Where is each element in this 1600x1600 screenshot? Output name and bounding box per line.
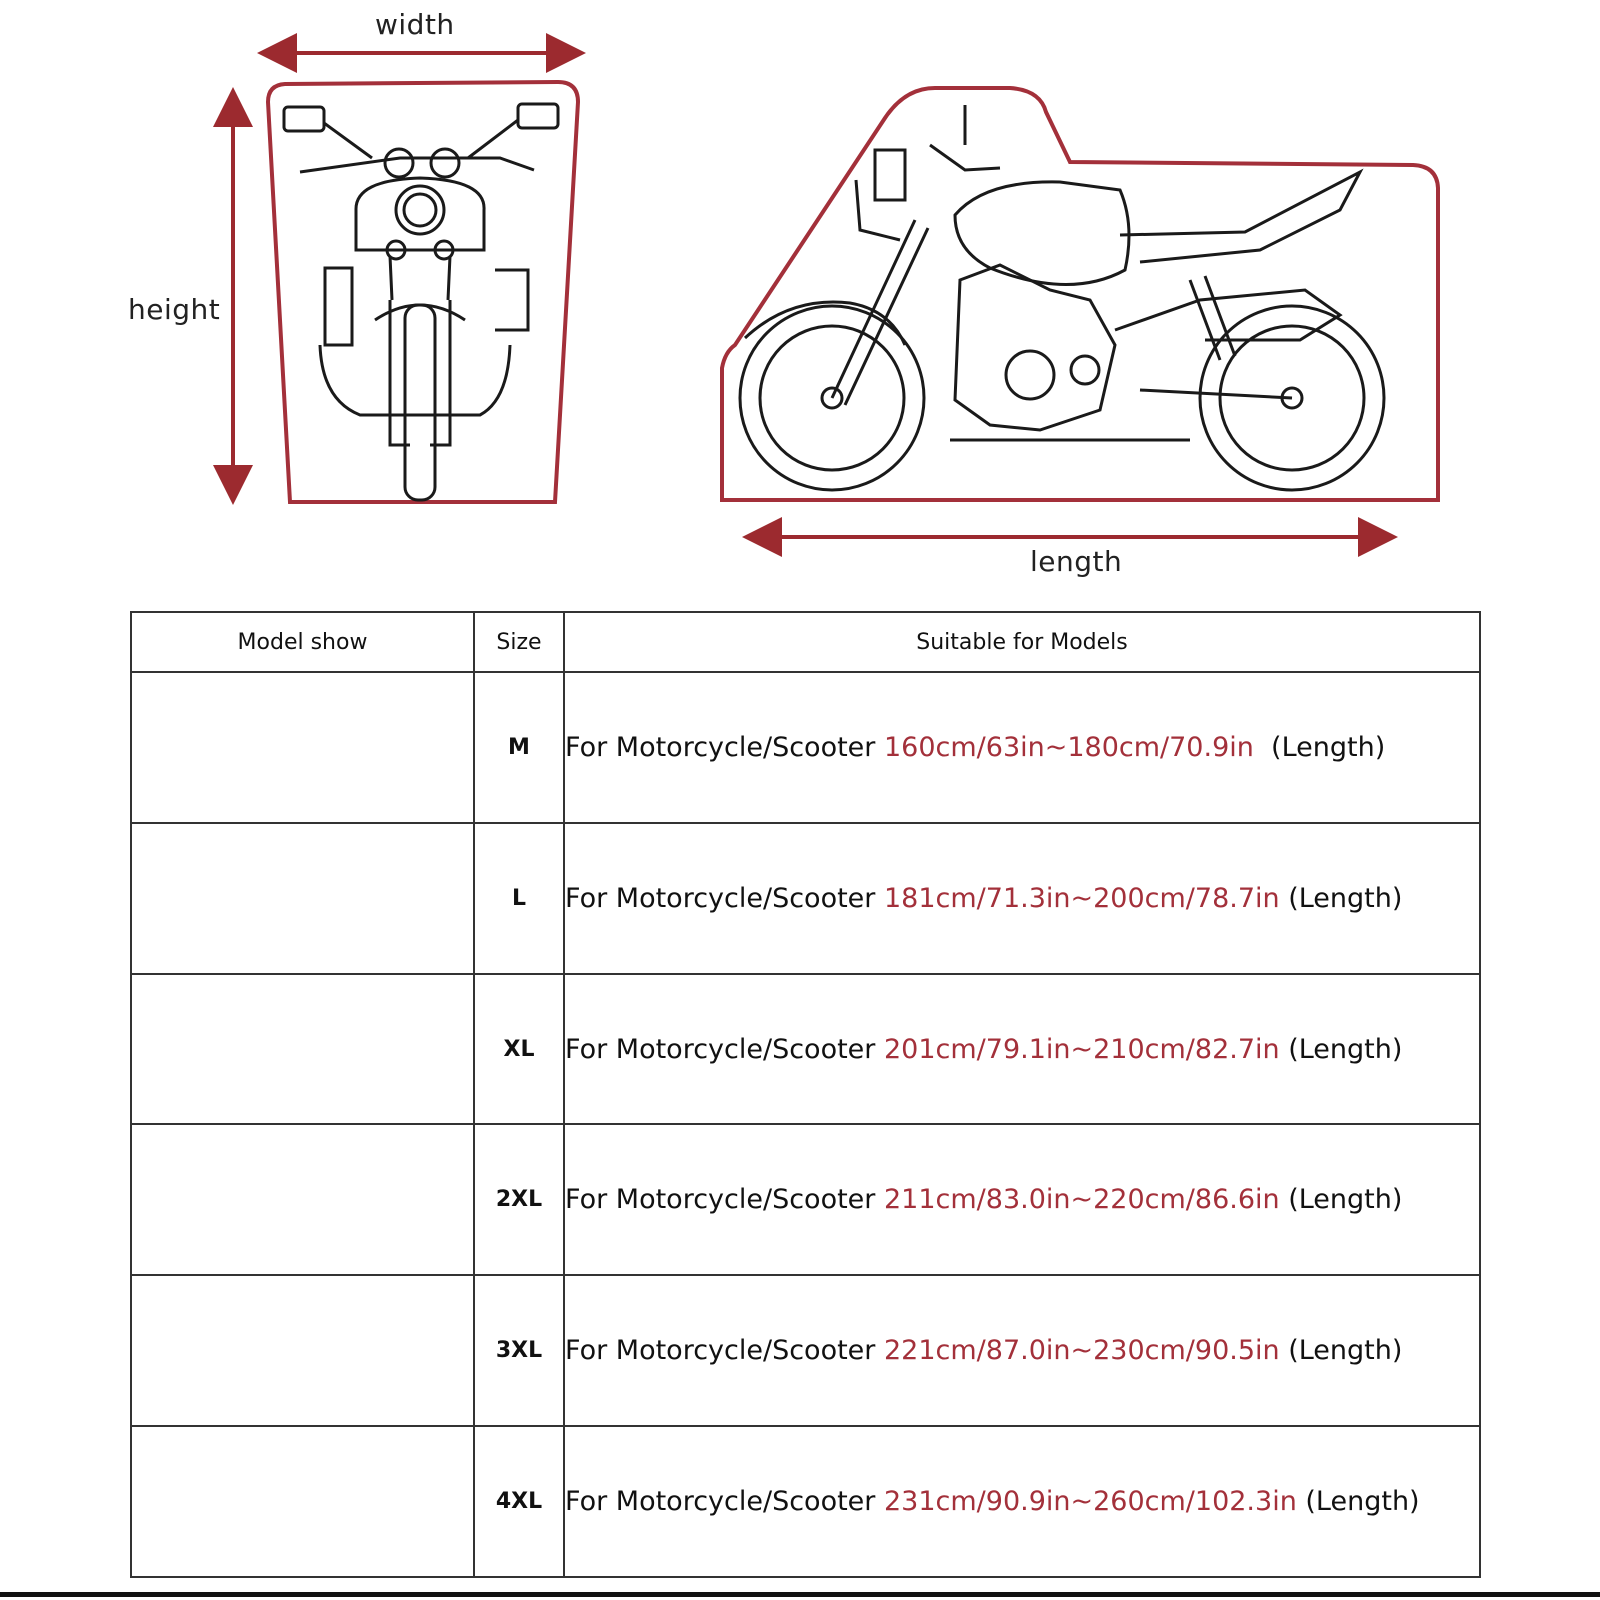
length-note: (Length): [1279, 1335, 1403, 1367]
model-show-cell: [131, 1275, 474, 1426]
suitable-models-cell: [564, 974, 1480, 1125]
model-show-cell: [131, 672, 474, 823]
motorcycle-front-view: [284, 104, 558, 500]
model-type-text: For Motorcycle/Scooter: [565, 1486, 884, 1518]
length-range: 181cm/71.3in~200cm/78.7in: [883, 882, 1280, 914]
length-range: 211cm/83.0in~220cm/86.6in: [883, 1184, 1280, 1216]
model-type-text: For Motorcycle/Scooter: [565, 1033, 884, 1065]
model-type-text: For Motorcycle/Scooter: [565, 731, 884, 763]
dimension-diagram-svg: [0, 0, 1600, 600]
length-note: (Length): [1279, 882, 1403, 914]
size-cell: XL: [474, 974, 564, 1125]
table-row: [131, 1124, 1480, 1275]
table-row: [131, 823, 1480, 974]
size-cell: 4XL: [474, 1426, 564, 1577]
size-cell: 2XL: [474, 1124, 564, 1275]
suitable-models-cell: [564, 1124, 1480, 1275]
model-show-cell: [131, 974, 474, 1125]
front-cover-outline: [268, 82, 578, 502]
header-suitable-for-models: Suitable for Models: [564, 612, 1480, 672]
size-table: [130, 611, 1481, 1578]
length-note: (Length): [1279, 1184, 1403, 1216]
length-note: (Length): [1296, 1486, 1420, 1518]
length-range: 231cm/90.9in~260cm/102.3in: [883, 1486, 1297, 1518]
table-row: [131, 1426, 1480, 1577]
suitable-models-cell: [564, 1275, 1480, 1426]
suitable-models-cell: [564, 823, 1480, 974]
header-size: Size: [474, 612, 564, 672]
length-range: 160cm/63in~180cm/70.9in: [883, 731, 1254, 763]
model-show-cell: [131, 1124, 474, 1275]
model-type-text: For Motorcycle/Scooter: [565, 1335, 884, 1367]
length-label: length: [1030, 545, 1123, 578]
model-show-cell: [131, 1426, 474, 1577]
model-type-text: For Motorcycle/Scooter: [565, 1184, 884, 1216]
size-cell: 3XL: [474, 1275, 564, 1426]
table-row: [131, 974, 1480, 1125]
dimension-diagram: [0, 0, 1600, 600]
suitable-models-cell: [564, 1426, 1480, 1577]
size-cell: M: [474, 672, 564, 823]
bottom-rule: [0, 1592, 1600, 1597]
size-cell: L: [474, 823, 564, 974]
length-note: (Length): [1279, 1033, 1403, 1065]
length-note: (Length): [1253, 731, 1386, 763]
table-header-row: [131, 612, 1480, 672]
length-range: 221cm/87.0in~230cm/90.5in: [883, 1335, 1280, 1367]
side-cover-outline: [722, 88, 1438, 500]
length-range: 201cm/79.1in~210cm/82.7in: [883, 1033, 1280, 1065]
model-type-text: For Motorcycle/Scooter: [565, 882, 884, 914]
table-row: [131, 1275, 1480, 1426]
suitable-models-cell: [564, 672, 1480, 823]
header-model-show: Model show: [131, 612, 474, 672]
model-show-cell: [131, 823, 474, 974]
table-row: [131, 672, 1480, 823]
width-label: width: [375, 8, 455, 41]
height-label: height: [128, 293, 221, 326]
